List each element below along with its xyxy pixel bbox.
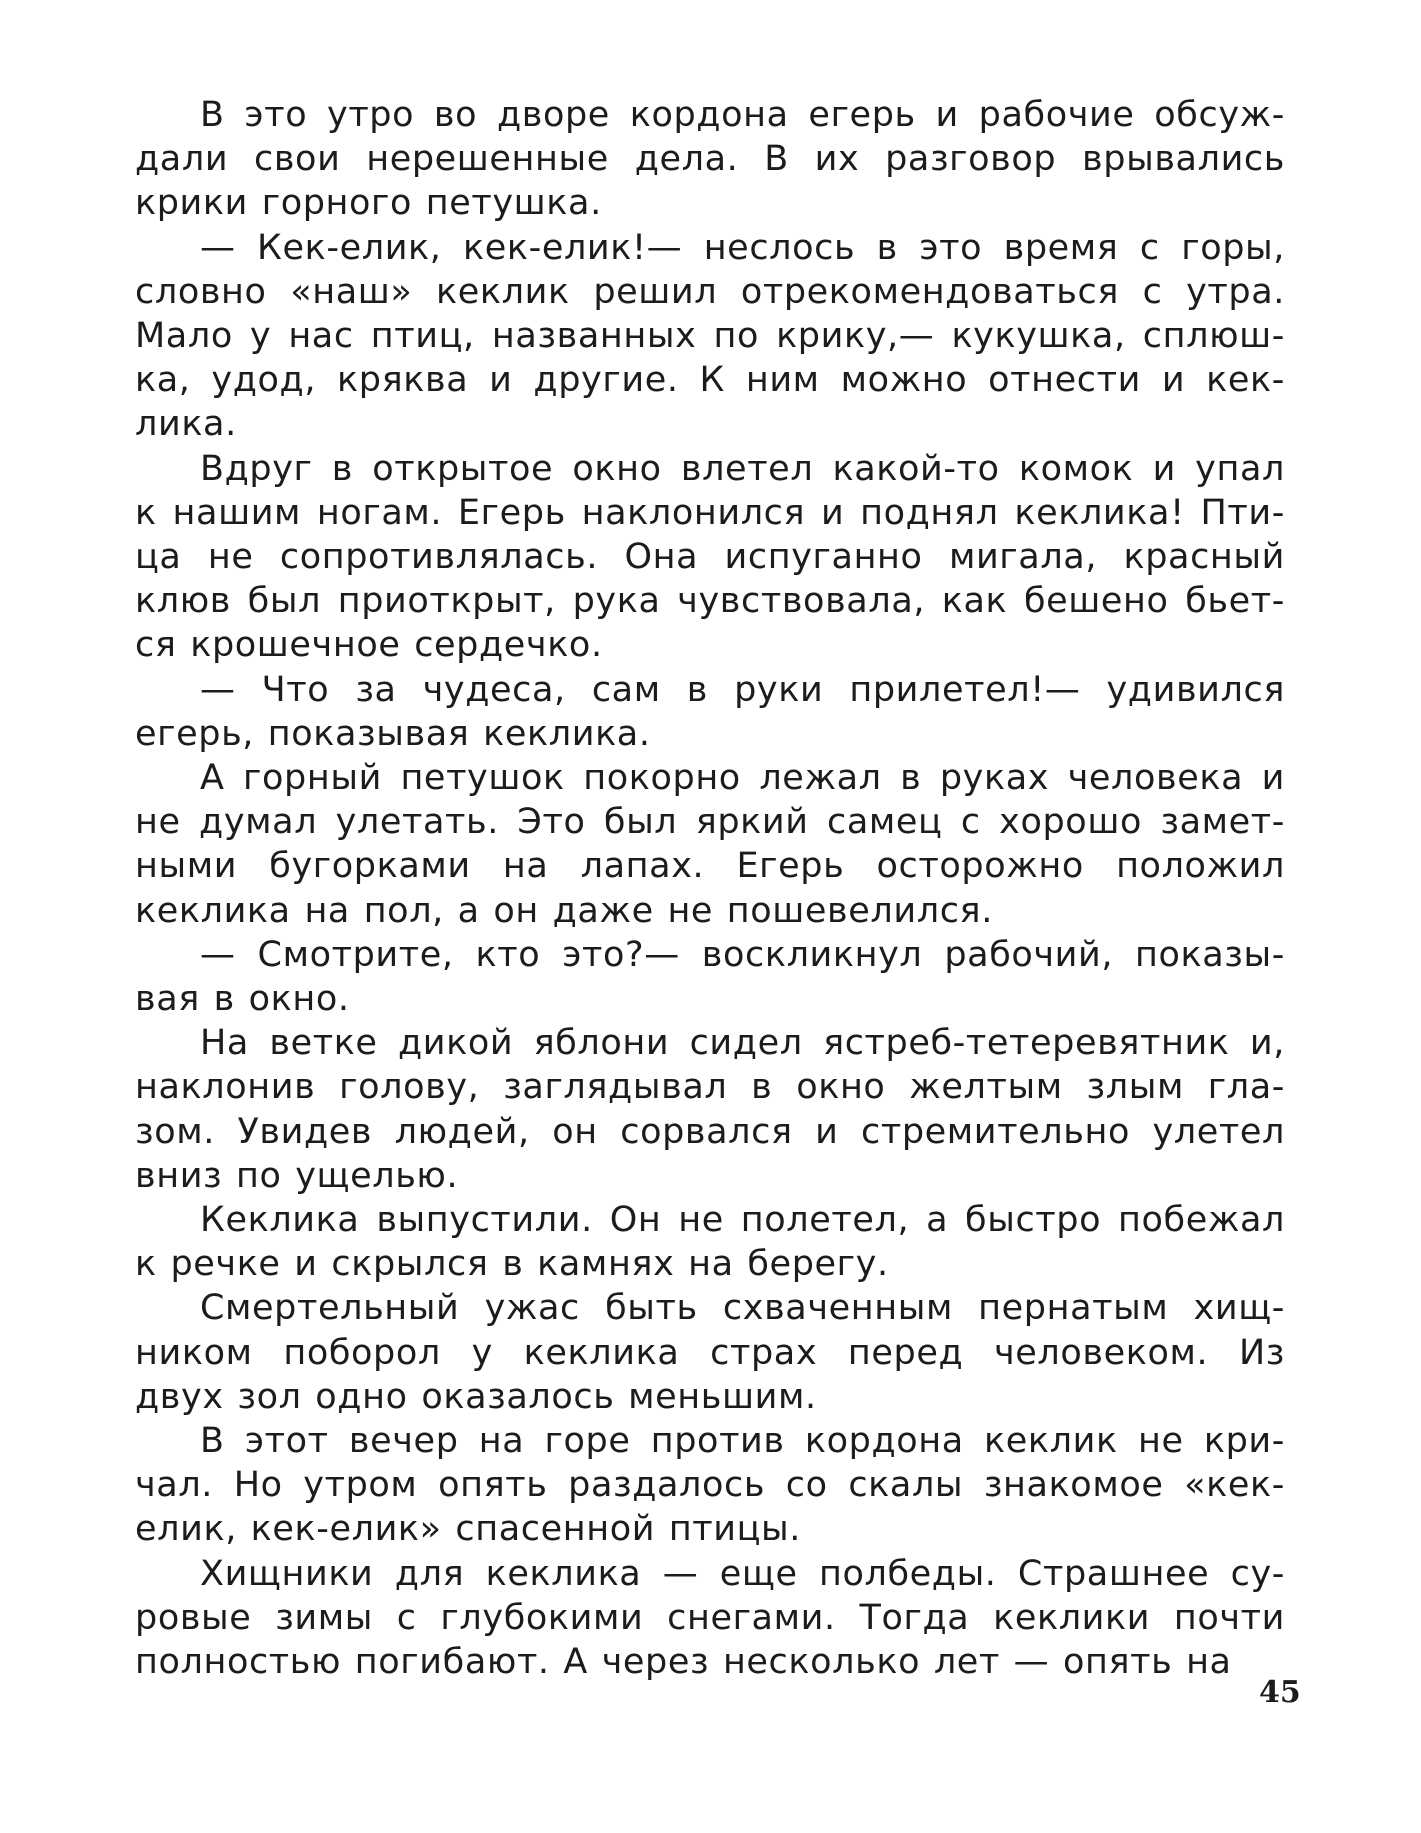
text-line: полностью погибают. А через несколько лет — опять на bbox=[135, 1642, 1232, 1682]
text-line: ными бугорками на лапах. Егерь осторожно положил bbox=[135, 846, 1285, 887]
text-line: двух зол одно оказалось меньшим. bbox=[135, 1376, 817, 1417]
text-line: егерь, показывая кеклика. bbox=[135, 713, 651, 754]
text-line: — Что за чудеса, сам в руки прилетел!— удивился bbox=[200, 669, 1285, 710]
text-line: к нашим ногам. Егерь наклонился и поднял кеклика! Пти- bbox=[135, 492, 1285, 533]
text-line: В это утро во дворе кордона егерь и рабочие обсуж- bbox=[200, 95, 1285, 135]
text-line: к речке и скрылся в камнях на берегу. bbox=[135, 1244, 889, 1285]
page-number: 45 bbox=[1259, 1675, 1301, 1710]
text-line: В этот вечер на горе против кордона кеклик не кри- bbox=[200, 1421, 1285, 1461]
text-line: лика. bbox=[135, 404, 237, 445]
text-line: словно «наш» кеклик решил отрекомендоваться с утра. bbox=[135, 271, 1285, 312]
text-line: — Смотрите, кто это?— воскликнул рабочий, показы- bbox=[200, 934, 1285, 975]
text-line: Хищники для кеклика — еще полбеды. Страшнее су- bbox=[200, 1553, 1285, 1594]
text-line: ца не сопротивлялась. Она испуганно мигала, красный bbox=[135, 537, 1285, 577]
text-line: вая в окно. bbox=[135, 979, 350, 1019]
text-line: — Кек-елик, кек-елик!— неслось в это время с горы, bbox=[200, 227, 1285, 268]
text-line: крики горного петушка. bbox=[135, 183, 602, 224]
text-line: зом. Увидев людей, он сорвался и стремительно улетел bbox=[135, 1111, 1285, 1152]
text-line: елик, кек-елик» спасенной птицы. bbox=[135, 1509, 802, 1550]
text-line: А горный петушок покорно лежал в руках человека и bbox=[200, 758, 1285, 798]
text-line: ником поборол у кеклика страх перед человеком. Из bbox=[135, 1332, 1285, 1373]
text-line: кеклика на пол, а он даже не пошевелился. bbox=[135, 890, 993, 931]
text-line: На ветке дикой яблони сидел ястреб-тетеревятник и, bbox=[200, 1023, 1285, 1064]
text-line: ка, удод, кряква и другие. К ним можно отнести и кек- bbox=[135, 360, 1285, 401]
text-line: Мало у нас птиц, названных по крику,— кукушка, сплюш- bbox=[135, 316, 1285, 356]
text-line: наклонив голову, заглядывал в окно желтым злым гла- bbox=[135, 1067, 1285, 1108]
text-line: ся крошечное сердечко. bbox=[135, 625, 603, 666]
text-line: Смертельный ужас быть схваченным пернатым хищ- bbox=[200, 1288, 1285, 1329]
text-line: не думал улетать. Это был яркий самец с хорошо замет- bbox=[135, 802, 1285, 843]
text-line: чал. Но утром опять раздалось со скалы знакомое «кек- bbox=[135, 1465, 1285, 1506]
text-line: ровые зимы с глубокими снегами. Тогда кеклики почти bbox=[135, 1597, 1285, 1638]
text-line: клюв был приоткрыт, рука чувствовала, как бешено бьет- bbox=[135, 581, 1285, 622]
text-line: дали свои нерешенные дела. В их разговор врывались bbox=[135, 139, 1285, 180]
text-line: Вдруг в открытое окно влетел какой-то комок и упал bbox=[200, 448, 1285, 489]
text-line: вниз по ущелью. bbox=[135, 1155, 459, 1196]
text-line: Кеклика выпустили. Он не полетел, а быстро побежал bbox=[200, 1200, 1285, 1240]
